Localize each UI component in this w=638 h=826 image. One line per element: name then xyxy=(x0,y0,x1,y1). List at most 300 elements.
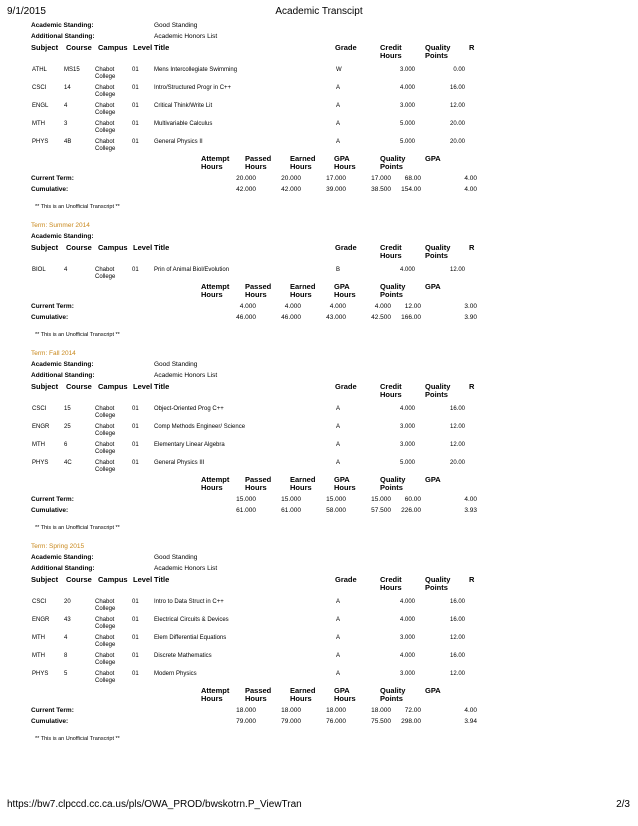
course-credit-hours: 3.000 xyxy=(399,671,415,677)
summary-value: 3.90 xyxy=(464,314,477,321)
col-quality-points: Quality Points xyxy=(425,575,451,592)
passed-hours-header: Passed Hours xyxy=(245,475,272,492)
summary-value: 4.00 xyxy=(464,496,477,503)
header-date: 9/1/2015 xyxy=(7,6,46,17)
course-grade: A xyxy=(336,599,341,605)
academic-standing-value: Good Standing xyxy=(154,22,198,29)
course-grade: A xyxy=(336,139,341,145)
academic-standing-row xyxy=(31,20,481,31)
col-grade: Grade xyxy=(335,575,357,584)
course-credit-hours: 3.000 xyxy=(399,442,415,448)
course-level: 01 xyxy=(132,85,139,91)
summary-value: 4.000 xyxy=(329,303,346,310)
course-number: 25 xyxy=(64,424,71,430)
col-level: Level xyxy=(133,43,153,52)
course-grade: A xyxy=(336,653,341,659)
additional-standing-label: Additional Standing: xyxy=(31,33,95,40)
course-grade: A xyxy=(336,442,341,448)
course-grade: A xyxy=(336,103,341,109)
summary-value: 61.000 xyxy=(236,507,256,514)
summary-value: 15.000 xyxy=(236,496,256,503)
term-heading: Term: Spring 2015 xyxy=(31,543,85,550)
col-credit-hours: Credit Hours xyxy=(380,243,402,260)
term-section xyxy=(31,541,481,744)
unofficial-note: ** This is an Unofficial Transcript ** xyxy=(35,204,120,210)
course-campus: Chabot College xyxy=(95,442,116,455)
unofficial-note: ** This is an Unofficial Transcript ** xyxy=(35,332,120,338)
gpa-header: GPA xyxy=(425,686,441,695)
col-title: Title xyxy=(154,43,170,52)
course-level: 01 xyxy=(132,121,139,127)
course-number: 6 xyxy=(64,442,68,448)
course-grade: B xyxy=(336,267,341,273)
course-subject: MTH xyxy=(32,653,45,659)
summary-value: 72.00 xyxy=(404,707,421,714)
academic-standing-label: Academic Standing: xyxy=(31,22,94,29)
course-row xyxy=(31,457,481,475)
col-r: R xyxy=(469,575,475,584)
term-heading: Term: Summer 2014 xyxy=(31,222,90,229)
course-number: 4 xyxy=(64,103,68,109)
cumulative-row-label: Cumulative: xyxy=(31,507,69,514)
course-quality-points: 12.00 xyxy=(449,671,465,677)
academic-standing-value: Good Standing xyxy=(154,554,198,561)
course-subject: MTH xyxy=(32,635,45,641)
summary-value: 79.000 xyxy=(236,718,256,725)
course-quality-points: 12.00 xyxy=(449,267,465,273)
academic-standing-row xyxy=(31,552,481,563)
col-grade: Grade xyxy=(335,243,357,252)
course-quality-points: 20.00 xyxy=(449,460,465,466)
course-credit-hours: 4.000 xyxy=(399,599,415,605)
course-grade: A xyxy=(336,460,341,466)
col-r: R xyxy=(469,243,475,252)
attempt-hours-header: Attempt Hours xyxy=(201,154,230,171)
course-credit-hours: 5.000 xyxy=(399,460,415,466)
summary-value: 12.00 xyxy=(404,303,421,310)
course-level: 01 xyxy=(132,139,139,145)
course-row xyxy=(31,403,481,421)
summary-value: 38.500 xyxy=(371,186,391,193)
additional-standing-row xyxy=(31,370,481,381)
course-table-header xyxy=(31,242,481,264)
summary-value: 42.500 xyxy=(371,314,391,321)
course-subject: PHYS xyxy=(32,671,49,677)
course-level: 01 xyxy=(132,103,139,109)
course-level: 01 xyxy=(132,653,139,659)
current-term-row-label: Current Term: xyxy=(31,303,74,310)
col-level: Level xyxy=(133,575,153,584)
course-number: 3 xyxy=(64,121,68,127)
cumulative-row xyxy=(31,185,481,196)
current-term-row xyxy=(31,302,481,313)
academic-standing-row xyxy=(31,231,481,242)
course-title: Mens Intercollegiate Swimming xyxy=(154,67,238,73)
header-title: Academic Transcipt xyxy=(275,6,363,17)
course-credit-hours: 3.000 xyxy=(399,67,415,73)
course-number: 4 xyxy=(64,267,68,273)
current-term-row-label: Current Term: xyxy=(31,707,74,714)
summary-value: 4.000 xyxy=(239,303,256,310)
summary-header xyxy=(31,282,481,302)
summary-value: 68.00 xyxy=(404,175,421,182)
gpa-header: GPA xyxy=(425,154,441,163)
course-campus: Chabot College xyxy=(95,424,116,437)
course-credit-hours: 4.000 xyxy=(399,406,415,412)
transcript-content xyxy=(31,20,481,750)
summary-value: 15.000 xyxy=(281,496,301,503)
academic-standing-label: Academic Standing: xyxy=(31,554,94,561)
course-row xyxy=(31,614,481,632)
course-number: 20 xyxy=(64,599,71,605)
summary-value: 79.000 xyxy=(281,718,301,725)
course-level: 01 xyxy=(132,406,139,412)
course-credit-hours: 3.000 xyxy=(399,635,415,641)
summary-value: 15.000 xyxy=(326,496,346,503)
summary-header xyxy=(31,154,481,174)
course-number: 8 xyxy=(64,653,68,659)
course-subject: CSCI xyxy=(32,406,47,412)
course-table-header xyxy=(31,574,481,596)
course-campus: Chabot College xyxy=(95,139,116,152)
course-row xyxy=(31,421,481,439)
col-quality-points: Quality Points xyxy=(425,43,451,60)
summary-value: 75.500 xyxy=(371,718,391,725)
course-number: 4 xyxy=(64,635,68,641)
course-number: 15 xyxy=(64,406,71,412)
academic-standing-label: Academic Standing: xyxy=(31,361,94,368)
additional-standing-value: Academic Honors List xyxy=(154,565,218,572)
course-campus: Chabot College xyxy=(95,406,116,419)
summary-value: 18.000 xyxy=(371,707,391,714)
summary-value: 3.94 xyxy=(464,718,477,725)
col-level: Level xyxy=(133,243,153,252)
additional-standing-row xyxy=(31,563,481,574)
cumulative-row-label: Cumulative: xyxy=(31,186,69,193)
course-subject: ENGR xyxy=(32,424,50,430)
course-row xyxy=(31,632,481,650)
col-title: Title xyxy=(154,243,170,252)
course-subject: MTH xyxy=(32,442,45,448)
course-subject: BIOL xyxy=(32,267,46,273)
footer-url: https://bw7.clpccd.cc.ca.us/pls/OWA_PROD/bwskotrn.P_ViewTran xyxy=(7,799,302,810)
summary-value: 39.000 xyxy=(326,186,346,193)
course-row xyxy=(31,82,481,100)
course-level: 01 xyxy=(132,67,139,73)
gpa-hours-header: GPA Hours xyxy=(334,282,356,299)
course-grade: A xyxy=(336,85,341,91)
summary-value: 4.00 xyxy=(464,175,477,182)
summary-value: 4.000 xyxy=(284,303,301,310)
summary-value: 4.00 xyxy=(464,707,477,714)
course-title: Intro to Data Struct in C++ xyxy=(154,599,224,605)
course-row xyxy=(31,439,481,457)
course-level: 01 xyxy=(132,635,139,641)
academic-standing-label: Academic Standing: xyxy=(31,233,94,240)
attempt-hours-header: Attempt Hours xyxy=(201,686,230,703)
course-subject: ATHL xyxy=(32,67,47,73)
additional-standing-label: Additional Standing: xyxy=(31,372,95,379)
course-quality-points: 0.00 xyxy=(453,67,465,73)
course-subject: CSCI xyxy=(32,85,47,91)
course-row xyxy=(31,64,481,82)
col-subject: Subject xyxy=(31,382,59,391)
gpa-hours-header: GPA Hours xyxy=(334,154,356,171)
summary-value: 166.00 xyxy=(401,314,421,321)
course-credit-hours: 4.000 xyxy=(399,653,415,659)
col-course: Course xyxy=(66,382,92,391)
course-campus: Chabot College xyxy=(95,121,116,134)
course-quality-points: 16.00 xyxy=(449,599,465,605)
passed-hours-header: Passed Hours xyxy=(245,154,272,171)
course-title: Critical Think/Write Lit xyxy=(154,103,213,109)
cumulative-row xyxy=(31,506,481,517)
attempt-hours-header: Attempt Hours xyxy=(201,282,230,299)
course-row xyxy=(31,668,481,686)
cumulative-row-label: Cumulative: xyxy=(31,718,69,725)
cumulative-row xyxy=(31,313,481,324)
course-number: 4C xyxy=(64,460,72,466)
summary-value: 61.000 xyxy=(281,507,301,514)
course-row xyxy=(31,596,481,614)
course-title: Multivariable Calculus xyxy=(154,121,213,127)
additional-standing-value: Academic Honors List xyxy=(154,372,218,379)
course-campus: Chabot College xyxy=(95,460,116,473)
course-subject: PHYS xyxy=(32,460,49,466)
col-level: Level xyxy=(133,382,153,391)
course-row xyxy=(31,100,481,118)
term-section xyxy=(31,220,481,340)
summary-value: 3.93 xyxy=(464,507,477,514)
summary-value: 4.000 xyxy=(374,303,391,310)
course-credit-hours: 5.000 xyxy=(399,139,415,145)
summary-value: 17.000 xyxy=(371,175,391,182)
summary-value: 60.00 xyxy=(404,496,421,503)
course-title: Prin of Animal Biol/Evolution xyxy=(154,267,230,273)
current-term-row xyxy=(31,495,481,506)
course-grade: A xyxy=(336,617,341,623)
attempt-hours-header: Attempt Hours xyxy=(201,475,230,492)
summary-header xyxy=(31,686,481,706)
course-number: MS15 xyxy=(64,67,80,73)
earned-hours-header: Earned Hours xyxy=(290,686,316,703)
summary-value: 43.000 xyxy=(326,314,346,321)
cumulative-row xyxy=(31,717,481,728)
course-campus: Chabot College xyxy=(95,671,116,684)
course-row xyxy=(31,650,481,668)
col-grade: Grade xyxy=(335,43,357,52)
current-term-row xyxy=(31,706,481,717)
quality-points-header: Quality Points xyxy=(380,154,406,171)
course-credit-hours: 4.000 xyxy=(399,85,415,91)
course-level: 01 xyxy=(132,267,139,273)
col-campus: Campus xyxy=(98,575,128,584)
col-course: Course xyxy=(66,43,92,52)
col-credit-hours: Credit Hours xyxy=(380,43,402,60)
course-title: Intro/Structured Progr in C++ xyxy=(154,85,232,91)
quality-points-header: Quality Points xyxy=(380,475,406,492)
cumulative-row-label: Cumulative: xyxy=(31,314,69,321)
course-number: 43 xyxy=(64,617,71,623)
course-title: Object-Oriented Prog C++ xyxy=(154,406,224,412)
col-grade: Grade xyxy=(335,382,357,391)
course-title: General Physics III xyxy=(154,460,205,466)
summary-value: 17.000 xyxy=(326,175,346,182)
gpa-hours-header: GPA Hours xyxy=(334,686,356,703)
unofficial-note: ** This is an Unofficial Transcript ** xyxy=(35,736,120,742)
additional-standing-row xyxy=(31,31,481,42)
course-credit-hours: 4.000 xyxy=(399,617,415,623)
course-grade: A xyxy=(336,406,341,412)
col-subject: Subject xyxy=(31,43,59,52)
current-term-row xyxy=(31,174,481,185)
course-number: 4B xyxy=(64,139,72,145)
course-title: Discrete Mathematics xyxy=(154,653,212,659)
course-level: 01 xyxy=(132,671,139,677)
course-campus: Chabot College xyxy=(95,617,116,630)
term-heading: Term: Fall 2014 xyxy=(31,350,76,357)
course-campus: Chabot College xyxy=(95,267,116,280)
course-campus: Chabot College xyxy=(95,103,116,116)
course-credit-hours: 3.000 xyxy=(399,424,415,430)
course-title: Modern Physics xyxy=(154,671,197,677)
course-quality-points: 12.00 xyxy=(449,424,465,430)
summary-value: 46.000 xyxy=(236,314,256,321)
course-credit-hours: 3.000 xyxy=(399,103,415,109)
course-quality-points: 12.00 xyxy=(449,635,465,641)
col-credit-hours: Credit Hours xyxy=(380,382,402,399)
summary-value: 42.000 xyxy=(281,186,301,193)
term-section xyxy=(31,348,481,533)
summary-value: 18.000 xyxy=(326,707,346,714)
course-campus: Chabot College xyxy=(95,599,116,612)
summary-value: 58.000 xyxy=(326,507,346,514)
term-section xyxy=(31,20,481,212)
col-title: Title xyxy=(154,575,170,584)
col-campus: Campus xyxy=(98,43,128,52)
course-level: 01 xyxy=(132,599,139,605)
earned-hours-header: Earned Hours xyxy=(290,282,316,299)
col-subject: Subject xyxy=(31,575,59,584)
summary-value: 76.000 xyxy=(326,718,346,725)
col-campus: Campus xyxy=(98,243,128,252)
course-quality-points: 12.00 xyxy=(449,442,465,448)
course-quality-points: 16.00 xyxy=(449,653,465,659)
course-level: 01 xyxy=(132,617,139,623)
course-title: Elementary Linear Algebra xyxy=(154,442,225,448)
course-title: General Physics II xyxy=(154,139,203,145)
course-grade: A xyxy=(336,121,341,127)
col-course: Course xyxy=(66,243,92,252)
summary-value: 20.000 xyxy=(236,175,256,182)
course-subject: PHYS xyxy=(32,139,49,145)
quality-points-header: Quality Points xyxy=(380,282,406,299)
summary-value: 3.00 xyxy=(464,303,477,310)
course-quality-points: 20.00 xyxy=(449,121,465,127)
course-quality-points: 20.00 xyxy=(449,139,465,145)
course-title: Elem Differential Equations xyxy=(154,635,227,641)
course-row xyxy=(31,264,481,282)
summary-value: 42.000 xyxy=(236,186,256,193)
summary-header xyxy=(31,475,481,495)
course-campus: Chabot College xyxy=(95,635,116,648)
course-grade: A xyxy=(336,635,341,641)
col-r: R xyxy=(469,43,475,52)
course-campus: Chabot College xyxy=(95,653,116,666)
course-level: 01 xyxy=(132,424,139,430)
summary-value: 298.00 xyxy=(401,718,421,725)
summary-value: 57.500 xyxy=(371,507,391,514)
col-course: Course xyxy=(66,575,92,584)
gpa-header: GPA xyxy=(425,282,441,291)
course-grade: A xyxy=(336,424,341,430)
summary-value: 226.00 xyxy=(401,507,421,514)
passed-hours-header: Passed Hours xyxy=(245,282,272,299)
course-campus: Chabot College xyxy=(95,85,116,98)
col-quality-points: Quality Points xyxy=(425,382,451,399)
summary-value: 18.000 xyxy=(236,707,256,714)
current-term-row-label: Current Term: xyxy=(31,175,74,182)
course-number: 5 xyxy=(64,671,68,677)
gpa-header: GPA xyxy=(425,475,441,484)
course-table-header xyxy=(31,42,481,64)
course-quality-points: 16.00 xyxy=(449,85,465,91)
course-grade: A xyxy=(336,671,341,677)
course-quality-points: 16.00 xyxy=(449,406,465,412)
footer-page-number: 2/3 xyxy=(616,799,630,810)
course-quality-points: 12.00 xyxy=(449,103,465,109)
course-title: Comp Methods Engineer/ Science xyxy=(154,424,246,430)
course-subject: ENGR xyxy=(32,617,50,623)
quality-points-header: Quality Points xyxy=(380,686,406,703)
course-quality-points: 16.00 xyxy=(449,617,465,623)
summary-value: 154.00 xyxy=(401,186,421,193)
earned-hours-header: Earned Hours xyxy=(290,154,316,171)
col-credit-hours: Credit Hours xyxy=(380,575,402,592)
unofficial-note: ** This is an Unofficial Transcript ** xyxy=(35,525,120,531)
course-row xyxy=(31,136,481,154)
summary-value: 18.000 xyxy=(281,707,301,714)
additional-standing-value: Academic Honors List xyxy=(154,33,218,40)
current-term-row-label: Current Term: xyxy=(31,496,74,503)
course-level: 01 xyxy=(132,460,139,466)
col-campus: Campus xyxy=(98,382,128,391)
col-quality-points: Quality Points xyxy=(425,243,451,260)
col-subject: Subject xyxy=(31,243,59,252)
academic-standing-row xyxy=(31,359,481,370)
earned-hours-header: Earned Hours xyxy=(290,475,316,492)
summary-value: 20.000 xyxy=(281,175,301,182)
course-title: Electrical Circuits & Devices xyxy=(154,617,229,623)
course-table-header xyxy=(31,381,481,403)
gpa-hours-header: GPA Hours xyxy=(334,475,356,492)
summary-value: 4.00 xyxy=(464,186,477,193)
col-r: R xyxy=(469,382,475,391)
passed-hours-header: Passed Hours xyxy=(245,686,272,703)
course-subject: ENGL xyxy=(32,103,49,109)
course-credit-hours: 5.000 xyxy=(399,121,415,127)
course-level: 01 xyxy=(132,442,139,448)
additional-standing-label: Additional Standing: xyxy=(31,565,95,572)
course-grade: W xyxy=(336,67,342,73)
course-campus: Chabot College xyxy=(95,67,116,80)
summary-value: 46.000 xyxy=(281,314,301,321)
summary-value: 15.000 xyxy=(371,496,391,503)
course-credit-hours: 4.000 xyxy=(399,267,415,273)
course-row xyxy=(31,118,481,136)
course-subject: CSCI xyxy=(32,599,47,605)
col-title: Title xyxy=(154,382,170,391)
